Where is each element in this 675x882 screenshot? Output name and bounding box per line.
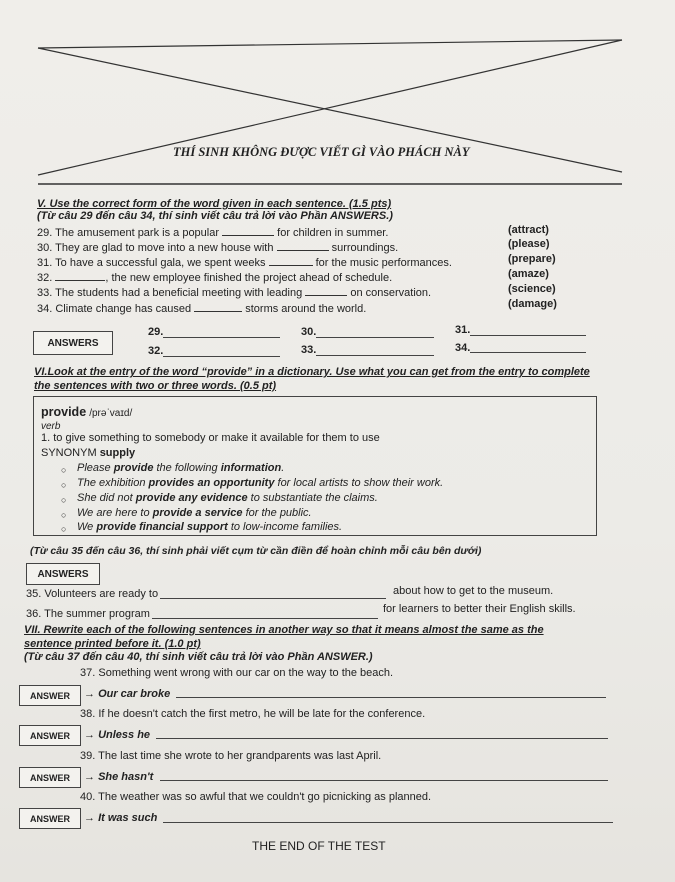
answer-line-29[interactable] [163, 337, 280, 338]
word-32: (amaze) [508, 268, 549, 280]
item-29: 29. The amusement park is a popular for children in summer. [37, 227, 389, 239]
answers-box-6: ANSWERS [26, 563, 100, 585]
answer-line-34[interactable] [470, 352, 586, 353]
item-35: 35. Volunteers are ready to [26, 588, 159, 600]
bullet-icon: ○ [61, 480, 67, 490]
section7-title-line2: sentence printed before it. (1.0 pt) [24, 638, 201, 650]
item-33: 33. The students had a beneficial meeting with leading on conservation. [37, 287, 432, 299]
dict-example-2: The exhibition provides an opportunity for local artists to show their work. [77, 477, 444, 489]
dict-headword: provide [41, 405, 87, 419]
answer-prompt-39: → She hasn't [84, 771, 154, 783]
bullet-icon: ○ [61, 495, 67, 505]
section5-title [37, 198, 391, 210]
answer-line-31[interactable] [470, 335, 586, 336]
item-35-after: about how to get to the museum. [393, 585, 554, 597]
dict-example-3: She did not provide any evidence to substantiate the claims. [77, 492, 378, 504]
answer-num-31: 31. [455, 324, 471, 336]
answer-box-38: ANSWER [19, 725, 81, 746]
answer-box-37: ANSWER [19, 685, 81, 706]
blank-30 [277, 240, 329, 251]
item-32: 32. , the new employee finished the project ahead of schedule. [37, 272, 393, 284]
answer-num-30: 30. [301, 326, 317, 338]
arrow-right-icon: → [84, 688, 95, 700]
item-39: 39. The last time she wrote to her grandparents was last April. [80, 750, 382, 762]
dict-example-5: We provide financial support to low-income families. [77, 521, 343, 533]
arrow-right-icon: → [84, 812, 95, 824]
answer-prompt-40: → It was such [84, 812, 158, 824]
item-36-after: for learners to better their English skills. [383, 603, 576, 615]
section7-instruction: (Từ câu 37 đến câu 40, thí sinh viết câu trả lời vào Phần ANSWER.) [24, 651, 373, 663]
item-30: 30. They are glad to move into a new house with surroundings. [37, 242, 399, 254]
answer-line-35[interactable] [160, 598, 386, 599]
answer-line-40[interactable] [163, 822, 613, 823]
answer-line-33[interactable] [316, 355, 434, 356]
item-31: 31. To have a successful gala, we spent weeks for the music performances. [37, 257, 452, 269]
word-34: (damage) [508, 298, 557, 310]
item-37: 37. Something went wrong with our car on the way to the beach. [80, 667, 394, 679]
answer-prompt-38: → Unless he [84, 729, 151, 741]
section7-title-line1: VII. Rewrite each of the following sentences in another way so that it means almost the same as the [24, 624, 544, 636]
dict-sense: 1. to give something to somebody or make it available for them to use [41, 432, 380, 444]
section5-title-text: V. Use the correct form of the word given in each sentence. (1.5 pts) [37, 198, 392, 210]
section6-title-line2: the sentences with two or three words. (0.5 pt) [34, 380, 277, 392]
answer-num-32: 32. [148, 345, 164, 357]
no-write-area-crossout [0, 0, 675, 200]
cross-line-top [38, 40, 622, 48]
dict-example-4: We are here to provide a service for the public. [77, 507, 312, 519]
blank-31 [269, 255, 313, 266]
answer-line-39[interactable] [160, 780, 608, 781]
answer-line-30[interactable] [316, 337, 434, 338]
blank-33 [305, 285, 347, 296]
answers-box-5: ANSWERS [33, 331, 113, 355]
section5-instruction: (Từ câu 29 đến câu 34, thí sinh viết câu trả lời vào Phần ANSWERS.) [37, 210, 393, 222]
word-30: (please) [508, 238, 550, 250]
word-29: (attract) [508, 224, 549, 236]
dict-synonym: SYNONYM supply [41, 447, 136, 459]
no-write-text: THÍ SINH KHÔNG ĐƯỢC VIẾT GÌ VÀO PHÁCH NÀY [173, 145, 470, 159]
item-40: 40. The weather was so awful that we couldn't go picnicking as planned. [80, 791, 432, 803]
answer-box-40: ANSWER [19, 808, 81, 829]
arrow-right-icon: → [84, 771, 95, 783]
answer-line-38[interactable] [156, 738, 608, 739]
blank-29 [222, 225, 274, 236]
answer-num-33: 33. [301, 344, 317, 356]
item-38: 38. If he doesn't catch the first metro, he will be late for the conference. [80, 708, 426, 720]
blank-32 [55, 270, 105, 281]
section6-instruction: (Từ câu 35 đến câu 36, thí sinh phải viết cụm từ cần điền để hoàn chỉnh mỗi câu bên dưới) [30, 545, 482, 557]
word-33: (science) [508, 283, 556, 295]
word-31: (prepare) [508, 253, 556, 265]
dictionary-entry [33, 396, 597, 536]
answer-prompt-37: → Our car broke [84, 688, 171, 700]
bullet-icon: ○ [61, 510, 67, 520]
arrow-right-icon: → [84, 729, 95, 741]
dict-pronunciation: /prəˈvaɪd/ [89, 408, 133, 419]
answer-num-34: 34. [455, 342, 471, 354]
answer-line-37[interactable] [176, 697, 606, 698]
bullet-icon: ○ [61, 465, 67, 475]
bullet-icon: ○ [61, 524, 67, 534]
answer-line-36[interactable] [152, 618, 378, 619]
answer-num-29: 29. [148, 326, 164, 338]
end-of-test: THE END OF THE TEST [252, 839, 386, 853]
answer-line-32[interactable] [163, 356, 280, 357]
section6-title-line1: VI.Look at the entry of the word “provide” in a dictionary. Use what you can get from the entry to complete [34, 366, 590, 378]
item-36: 36. The summer program [26, 608, 150, 620]
answer-box-39: ANSWER [19, 767, 81, 788]
dict-example-1: Please provide the following information. [77, 462, 285, 474]
dict-pos: verb [41, 421, 61, 432]
blank-34 [194, 301, 242, 312]
dict-headword-line [41, 405, 132, 419]
item-34: 34. Climate change has caused storms around the world. [37, 303, 367, 315]
